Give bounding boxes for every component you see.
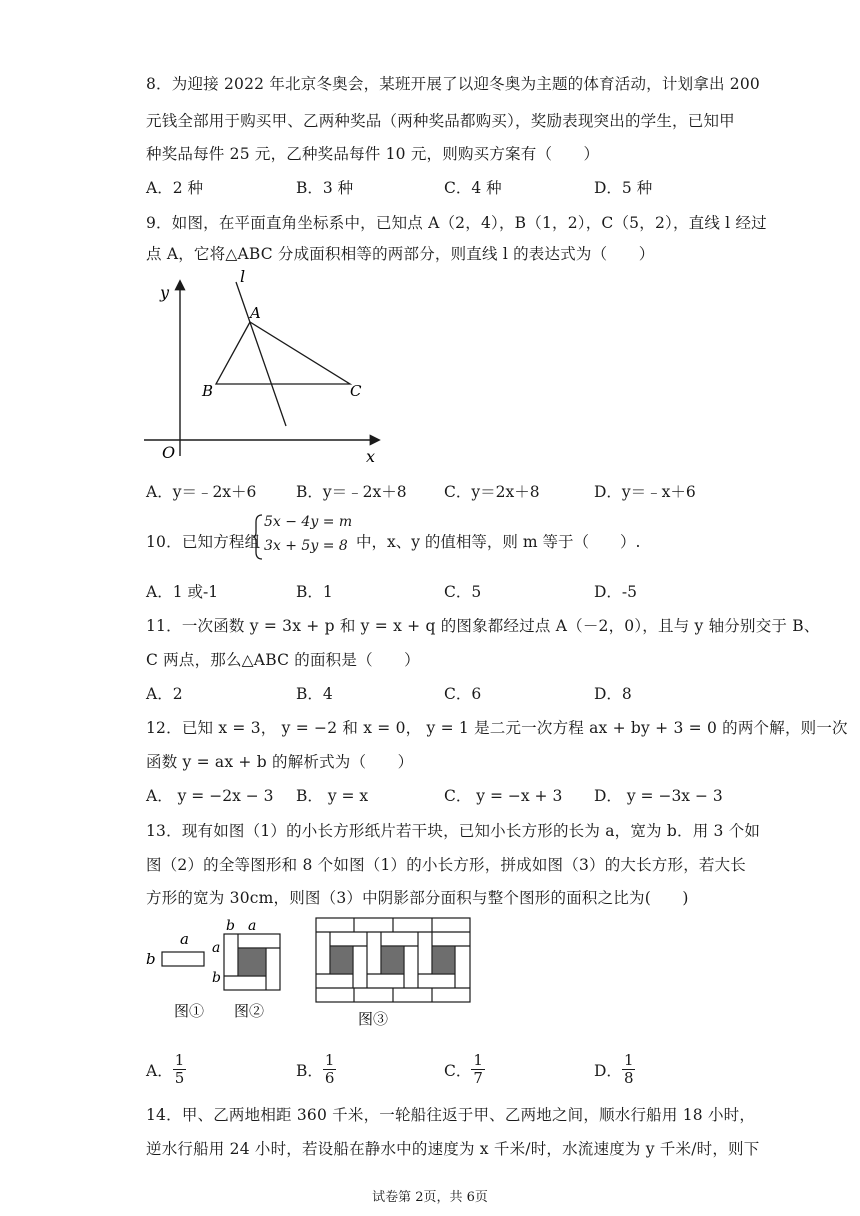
q11-option-d[interactable]: D．8 <box>594 685 632 703</box>
q11-option-b[interactable]: B．4 <box>296 685 333 703</box>
q14-line-1: 14．甲、乙两地相距 360 千米，一轮船往返于甲、乙两地之间，顺水行船用 18 小时， <box>146 1106 756 1124</box>
q9-option-c[interactable]: C．y＝2x＋8 <box>444 483 540 501</box>
q9-point-b-label: B <box>202 382 214 400</box>
q8-option-b[interactable]: B．3 种 <box>296 179 354 197</box>
q10-option-a[interactable]: A．1 或-1 <box>146 583 219 601</box>
q13-option-c-letter: C． <box>444 1061 472 1080</box>
q13-option-d-letter: D． <box>594 1061 622 1080</box>
q13-line-2: 图（2）的全等图形和 8 个如图（1）的小长方形，拼成如图（3）的大长方形，若大长 <box>146 856 747 874</box>
q13-fig3-label: 图③ <box>358 1010 389 1028</box>
q13-option-a-letter: A． <box>146 1061 173 1080</box>
q9-option-a[interactable]: A．y＝﹣2x＋6 <box>146 483 257 501</box>
q13-fig1-a-label: a <box>180 930 189 948</box>
q13-fig1-b-label: b <box>146 950 156 968</box>
numerator: 1 <box>324 1051 335 1069</box>
q13-fig1-small-rectangle <box>162 952 204 966</box>
q13-fig3 <box>316 918 470 1002</box>
q13-line-3: 方形的宽为 30cm，则图（3）中阴影部分面积与整个图形的面积之比为( ) <box>146 889 689 907</box>
q9-line-l-label: l <box>240 268 246 286</box>
q8-line-1: 8．为迎接 2022 年北京冬奥会，某班开展了以迎冬奥为主题的体育活动，计划拿出 200 <box>146 75 760 93</box>
q10-suffix: 中，x、y 的值相等，则 m 等于（ ）. <box>356 533 641 551</box>
q13-option-b-fraction <box>323 1052 337 1088</box>
q9-origin-label: O <box>162 443 176 462</box>
numerator: 1 <box>473 1051 483 1069</box>
q11-line-1: 11．一次函数 y = 3x + p 和 y = x + q 的图象都经过点 A（－2，0），且与 y 轴分别交于 B、 <box>146 617 820 635</box>
q9-x-label: x <box>366 447 376 466</box>
q10-equation-2: 3x + 5y = 8 <box>264 538 348 554</box>
q8-option-c[interactable]: C．4 种 <box>444 179 502 197</box>
q10-equation-1: 5x − 4y = m <box>264 514 353 530</box>
q12-option-a[interactable]: A． y = −2x − 3 <box>146 787 274 805</box>
q13-fig2-b-top-label: b <box>226 918 235 934</box>
q8-option-a[interactable]: A．2 种 <box>146 179 203 197</box>
q10-prefix: 10．已知方程组 <box>146 533 261 551</box>
q14-line-2: 逆水行船用 24 小时，若设船在静水中的速度为 x 千米/时，水流速度为 y 千米/时，则下 <box>146 1140 760 1158</box>
q13-option-b[interactable] <box>296 1052 336 1088</box>
q12-line-2: 函数 y = ax + b 的解析式为（ ） <box>146 753 414 771</box>
q13-option-d-fraction <box>622 1052 636 1088</box>
q13-fig1-label: 图① <box>174 1002 205 1020</box>
numerator: 1 <box>623 1051 634 1069</box>
denominator: 8 <box>623 1069 634 1088</box>
q13-fig2-label: 图② <box>234 1002 265 1020</box>
q9-point-c-label: C <box>350 382 362 400</box>
q9-line-l <box>236 282 286 426</box>
q9-option-b[interactable]: B．y＝﹣2x＋8 <box>296 483 407 501</box>
numerator: 1 <box>174 1051 185 1069</box>
denominator: 5 <box>174 1069 185 1088</box>
q8-line-3: 种奖品每件 25 元，乙种奖品每件 10 元，则购买方案有（ ） <box>146 145 600 163</box>
q11-line-2: C 两点，那么△ABC 的面积是（ ） <box>146 651 420 669</box>
q9-y-label: y <box>160 283 170 302</box>
q12-line-1: 12．已知 x = 3， y = −2 和 x = 0， y = 1 是二元一次方程 ax + by + 3 = 0 的两个解，则一次 <box>146 719 848 737</box>
q8-line-2: 元钱全部用于购买甲、乙两种奖品（两种奖品都购买），奖励表现突出的学生，已知甲 <box>146 112 735 130</box>
q13-option-c[interactable] <box>444 1052 485 1088</box>
q13-fig2-shaded-square <box>238 948 266 976</box>
q9-option-d[interactable]: D．y＝﹣x＋6 <box>594 483 696 501</box>
q9-point-a-label: A <box>250 304 261 322</box>
q10-option-d[interactable]: D．-5 <box>594 583 638 601</box>
q9-line-2: 点 A，它将△ABC 分成面积相等的两部分，则直线 l 的表达式为（ ） <box>146 245 655 263</box>
q9-triangle-abc <box>216 322 350 384</box>
q13-figures <box>140 912 480 1030</box>
q10-option-c[interactable]: C．5 <box>444 583 482 601</box>
q11-option-c[interactable]: C．6 <box>444 685 482 703</box>
q9-coordinate-figure <box>140 268 390 468</box>
q13-fig2-a-left-label: a <box>212 940 221 956</box>
q9-line-1: 9．如图，在平面直角坐标系中，已知点 A（2，4），B（1，2），C（5，2），直线 l 经过 <box>146 214 767 232</box>
q12-option-c[interactable]: C． y = −x + 3 <box>444 787 563 805</box>
q13-option-a[interactable] <box>146 1052 186 1088</box>
denominator: 7 <box>473 1069 483 1088</box>
q13-option-a-fraction <box>173 1052 187 1088</box>
q11-option-a[interactable]: A．2 <box>146 685 183 703</box>
q8-option-d[interactable]: D．5 种 <box>594 179 653 197</box>
q13-option-d[interactable] <box>594 1052 635 1088</box>
q13-fig2-a-top-label: a <box>248 918 257 934</box>
q13-fig2-b-left-label: b <box>212 970 221 986</box>
q10-brace <box>252 514 264 560</box>
q13-line-1: 13．现有如图（1）的小长方形纸片若干块，已知小长方形的长为 a，宽为 b．用 3 个如 <box>146 822 761 840</box>
page-footer: 试卷第 2页，共 6页 <box>372 1190 488 1205</box>
q12-option-d[interactable]: D． y = −3x − 3 <box>594 787 723 805</box>
q13-option-c-fraction <box>471 1052 485 1088</box>
q13-option-b-letter: B． <box>296 1061 323 1080</box>
denominator: 6 <box>324 1069 335 1088</box>
q10-option-b[interactable]: B．1 <box>296 583 333 601</box>
q12-option-b[interactable]: B． y = x <box>296 787 369 805</box>
